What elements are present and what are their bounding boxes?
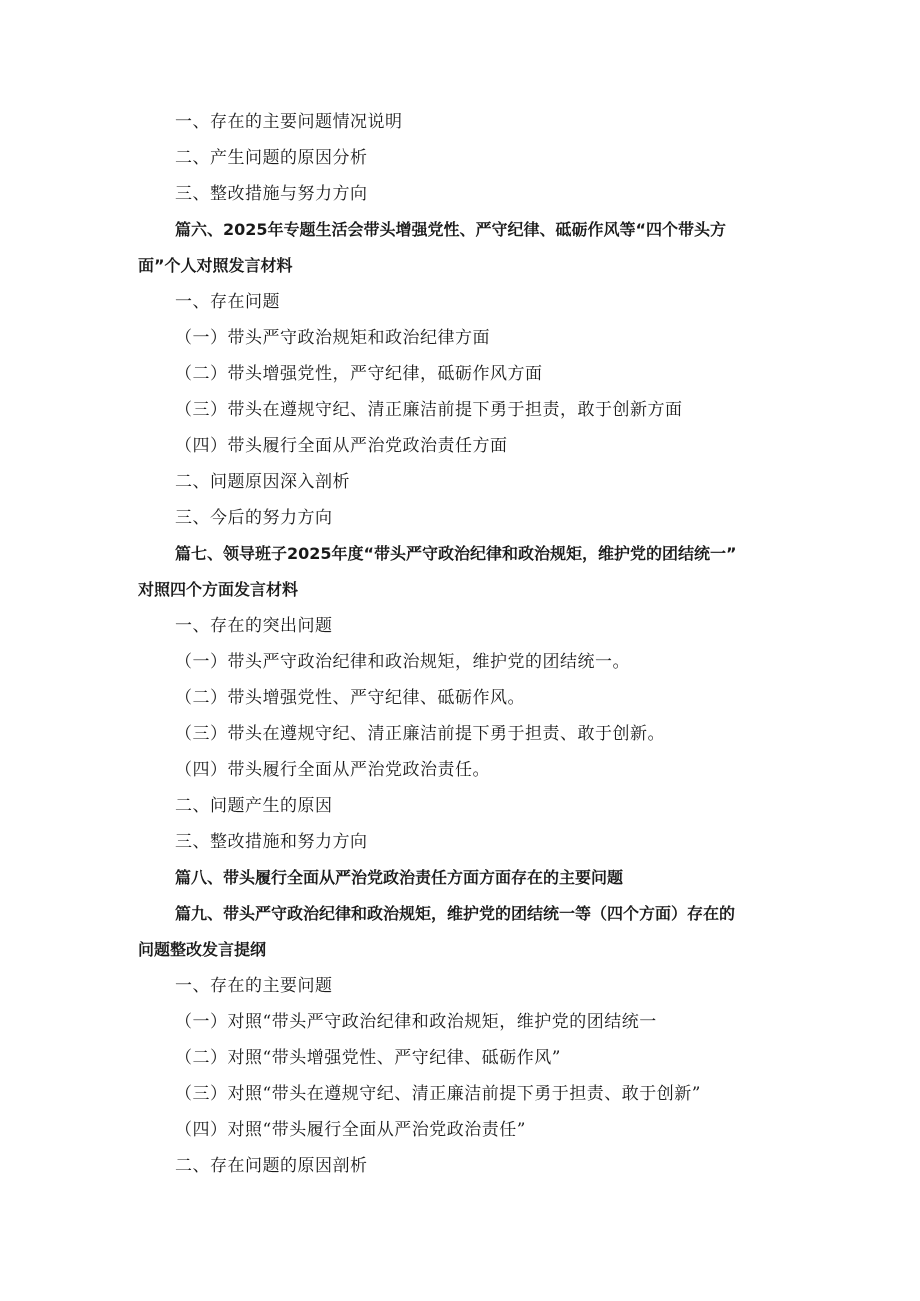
outline-item: （二）对照“带头增强党性、严守纪律、砥砺作风” xyxy=(175,1048,561,1068)
outline-item: 一、存在的主要问题情况说明 xyxy=(175,112,403,132)
outline-item: （四）带头履行全面从严治党政治责任。 xyxy=(175,760,490,780)
outline-item: （二）带头增强党性，严守纪律，砥砺作风方面 xyxy=(175,364,543,384)
outline-item: 三、整改措施与努力方向 xyxy=(175,184,368,204)
outline-item: 三、整改措施和努力方向 xyxy=(175,832,368,852)
section-heading: 篇九、带头严守政治纪律和政治规矩，维护党的团结统一等（四个方面）存在的 xyxy=(175,904,736,923)
section-heading: 篇八、带头履行全面从严治党政治责任方面方面存在的主要问题 xyxy=(175,868,624,887)
outline-item: （四）带头履行全面从严治党政治责任方面 xyxy=(175,436,508,456)
outline-item: （一）带头严守政治规矩和政治纪律方面 xyxy=(175,328,490,348)
section-heading-continued: 面”个人对照发言材料 xyxy=(138,256,293,275)
outline-item: 一、存在问题 xyxy=(175,292,280,312)
outline-item: （三）对照“带头在遵规守纪、清正廉洁前提下勇于担责、敢于创新” xyxy=(175,1084,701,1104)
outline-item: 二、产生问题的原因分析 xyxy=(175,148,368,168)
document-body xyxy=(138,104,778,1184)
outline-item: （一）带头严守政治纪律和政治规矩，维护党的团结统一。 xyxy=(175,652,630,672)
outline-item: （三）带头在遵规守纪、清正廉洁前提下勇于担责，敢于创新方面 xyxy=(175,400,683,420)
outline-item: 一、存在的突出问题 xyxy=(175,616,333,636)
outline-item: （一）对照“带头严守政治纪律和政治规矩，维护党的团结统一 xyxy=(175,1012,657,1032)
outline-item: （三）带头在遵规守纪、清正廉洁前提下勇于担责、敢于创新。 xyxy=(175,724,665,744)
outline-item: 二、存在问题的原因剖析 xyxy=(175,1156,368,1176)
outline-item: 一、存在的主要问题 xyxy=(175,976,333,996)
outline-item: （四）对照“带头履行全面从严治党政治责任” xyxy=(175,1120,526,1140)
outline-item: 二、问题产生的原因 xyxy=(175,796,333,816)
section-heading-continued: 对照四个方面发言材料 xyxy=(138,580,299,599)
outline-item: 三、今后的努力方向 xyxy=(175,508,333,528)
section-heading: 篇七、领导班子2025年度“带头严守政治纪律和政治规矩，维护党的团结统一” xyxy=(175,544,737,563)
section-heading: 篇六、2025年专题生活会带头增强党性、严守纪律、砥砺作风等“四个带头方 xyxy=(175,220,727,239)
section-heading-continued: 问题整改发言提纲 xyxy=(138,940,267,959)
outline-item: 二、问题原因深入剖析 xyxy=(175,472,350,492)
outline-item: （二）带头增强党性、严守纪律、砥砺作风。 xyxy=(175,688,525,708)
